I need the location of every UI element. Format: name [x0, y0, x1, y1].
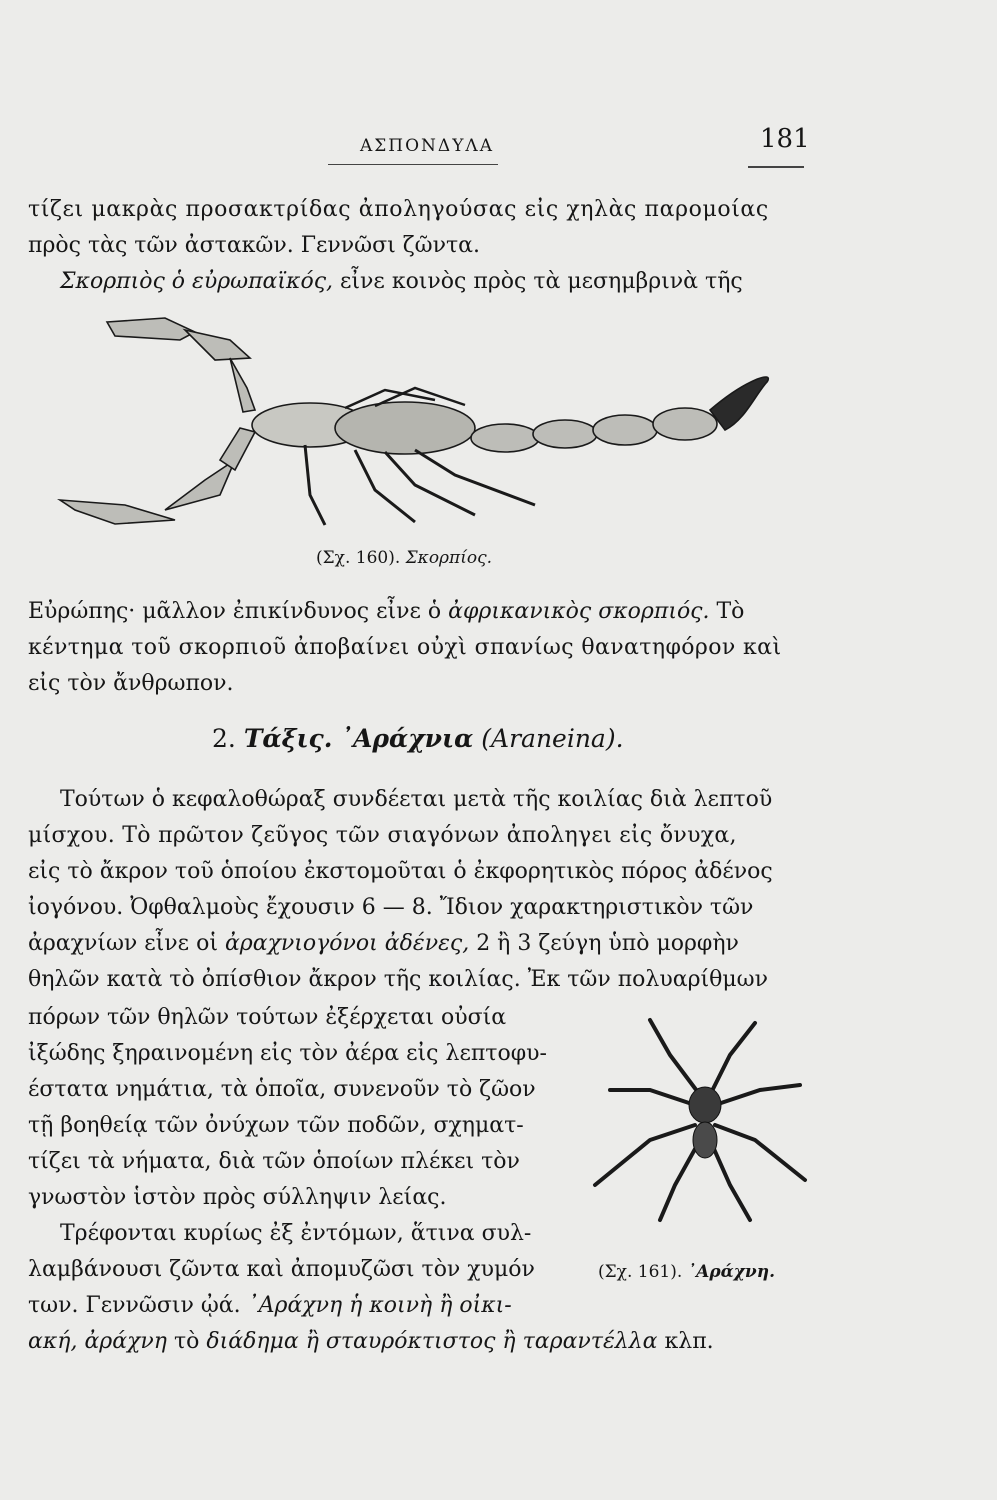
text-line: Τρέφονται κυρίως ἐξ ἐντόμων, ἅτινα συλ- — [60, 1221, 532, 1246]
section-label: Τάξις. — [243, 724, 333, 753]
text-line: τίζει τὰ νήματα, διὰ τῶν ὁποίων πλέκει τὸν — [28, 1149, 520, 1174]
spider-cephalothorax — [689, 1087, 721, 1123]
text-span: τὸ — [166, 1329, 207, 1354]
figure-caption-scorpion — [316, 548, 492, 568]
scorpion-lower-arm-segment — [220, 428, 255, 470]
scorpion-tail-segment — [471, 424, 539, 452]
species-name: Σκορπιὸς ὁ εὐρωπαϊκός, — [60, 269, 334, 294]
text-span: Εὐρώπης· μᾶλλον ἐπικίνδυνος εἶνε ὁ — [28, 599, 449, 624]
text-span: Τὸ — [709, 599, 745, 624]
text-line: ἰογόνου. Ὀφθαλμοὺς ἔχουσιν 6 — 8. Ἴδιον χαρακτηριστικὸν τῶν — [28, 895, 754, 920]
running-header: ΑΣΠΟΝΔΥΛΑ — [360, 136, 494, 156]
caption-name: ᾿Αράχνη. — [687, 1262, 775, 1282]
spider-illustration — [590, 1015, 815, 1225]
scorpion-upper-arm — [185, 330, 250, 360]
spider-leg — [715, 1085, 800, 1105]
text-line: Τούτων ὁ κεφαλοθώραξ συνδέεται μετὰ τῆς κοιλίας διὰ λεπτοῦ — [60, 787, 773, 812]
scorpion-upper-claw — [107, 318, 195, 340]
scorpion-leg — [305, 445, 325, 525]
scorpion-abdomen — [335, 402, 475, 454]
spider-leg — [650, 1020, 700, 1095]
scorpion-leg — [355, 450, 415, 522]
text-span: 2 ἢ 3 ζεύγη ὑπὸ μορφὴν — [469, 931, 739, 956]
text-line: πόρων τῶν θηλῶν τούτων ἐξέρχεται οὐσία — [28, 1005, 507, 1030]
scorpion-leg — [415, 450, 535, 505]
text-line: κέντημα τοῦ σκορπιοῦ ἀποβαίνει οὐχὶ σπανίως θανατηφόρον καὶ — [28, 635, 782, 660]
scorpion-tail-segment — [653, 408, 717, 440]
text-line: ἰξώδης ξηραινομένη εἰς τὸν ἀέρα εἰς λεπτοφυ- — [28, 1041, 547, 1066]
scorpion-stinger — [710, 377, 768, 430]
scorpion-tail-segment — [533, 420, 597, 448]
text-line: πρὸς τὰς τῶν ἀστακῶν. Γεννῶσι ζῶντα. — [28, 233, 480, 258]
spider-leg — [710, 1140, 750, 1220]
caption-name: Σκορπίος. — [405, 548, 493, 568]
spider-leg — [660, 1140, 700, 1220]
section-number: 2. — [212, 724, 236, 753]
spider-leg — [710, 1023, 755, 1095]
scorpion-leg — [385, 452, 475, 515]
spider-leg — [715, 1125, 805, 1180]
text-line: θηλῶν κατὰ τὸ ὀπίσθιον ἄκρον τῆς κοιλίας. Ἐκ τῶν πολυαρίθμων — [28, 967, 768, 992]
text-line: τῇ βοηθείᾳ τῶν ὀνύχων τῶν ποδῶν, σχηματ- — [28, 1113, 524, 1138]
section-latin-name: (Araneina). — [481, 724, 624, 753]
caption-number: (Σχ. 161). — [598, 1262, 683, 1282]
page-number-rule — [748, 166, 804, 168]
figure-caption-spider — [598, 1262, 775, 1282]
section-name: ᾿Αράχνια — [340, 724, 474, 753]
scorpion-lower-claw — [60, 500, 175, 524]
text-line: έστατα νημάτια, τὰ ὁποῖα, συνενοῦν τὸ ζῶον — [28, 1077, 536, 1102]
text-line — [28, 1292, 512, 1320]
scorpion-tail-segment — [593, 415, 657, 445]
text-line: γνωστὸν ἱστὸν πρὸς σύλληψιν λείας. — [28, 1185, 447, 1210]
species-name: ακή, ἀράχνη — [28, 1329, 167, 1354]
text-line — [28, 1328, 714, 1356]
section-heading — [212, 724, 624, 753]
text-line — [28, 930, 739, 958]
text-span: κλπ. — [657, 1329, 714, 1354]
text-line: λαμβάνουσι ζῶντα καὶ ἀπομυζῶσι τὸν χυμόν — [28, 1257, 535, 1282]
text-line: τίζει μακρὰς προσακτρίδας ἀποληγούσας εἰς χηλὰς παρομοίας — [28, 197, 769, 222]
species-name: ᾿Αράχνη ἡ κοινὴ ἢ οἰκι- — [247, 1293, 512, 1318]
header-rule — [328, 164, 498, 165]
species-name: διάδημα ἢ σταυρόκτιστος ἢ ταραντέλλα — [206, 1329, 658, 1354]
term-italic: ἀραχνιογόνοι ἀδένες, — [224, 931, 470, 956]
text-line: εἰς τὸ ἄκρον τοῦ ὁποίου ἐκστομοῦται ὁ ἐκφορητικὸς πόρος ἀδένος — [28, 859, 773, 884]
text-line — [60, 268, 743, 296]
scorpion-upper-arm-segment — [230, 358, 255, 412]
scorpion-lower-arm — [165, 460, 235, 510]
species-name: ἀφρικανικὸς σκορπιός. — [448, 599, 710, 624]
spider-abdomen — [693, 1122, 717, 1158]
text-line: μίσχου. Τὸ πρῶτον ζεῦγος τῶν σιαγόνων ἀποληγει εἰς ὄνυχα, — [28, 823, 737, 848]
text-line: εἰς τὸν ἄνθρωπον. — [28, 671, 234, 696]
text-span: των. Γεννῶσιν ᾠά. — [28, 1293, 248, 1318]
text-span: εἶνε κοινὸς πρὸς τὰ μεσημβρινὰ τῆς — [333, 269, 743, 294]
page-number: 181 — [760, 124, 810, 154]
text-span: ἀραχνίων εἶνε οἱ — [28, 931, 225, 956]
caption-number: (Σχ. 160). — [316, 548, 401, 568]
scorpion-illustration — [55, 310, 775, 540]
text-line — [28, 598, 744, 626]
spider-leg — [610, 1090, 695, 1105]
